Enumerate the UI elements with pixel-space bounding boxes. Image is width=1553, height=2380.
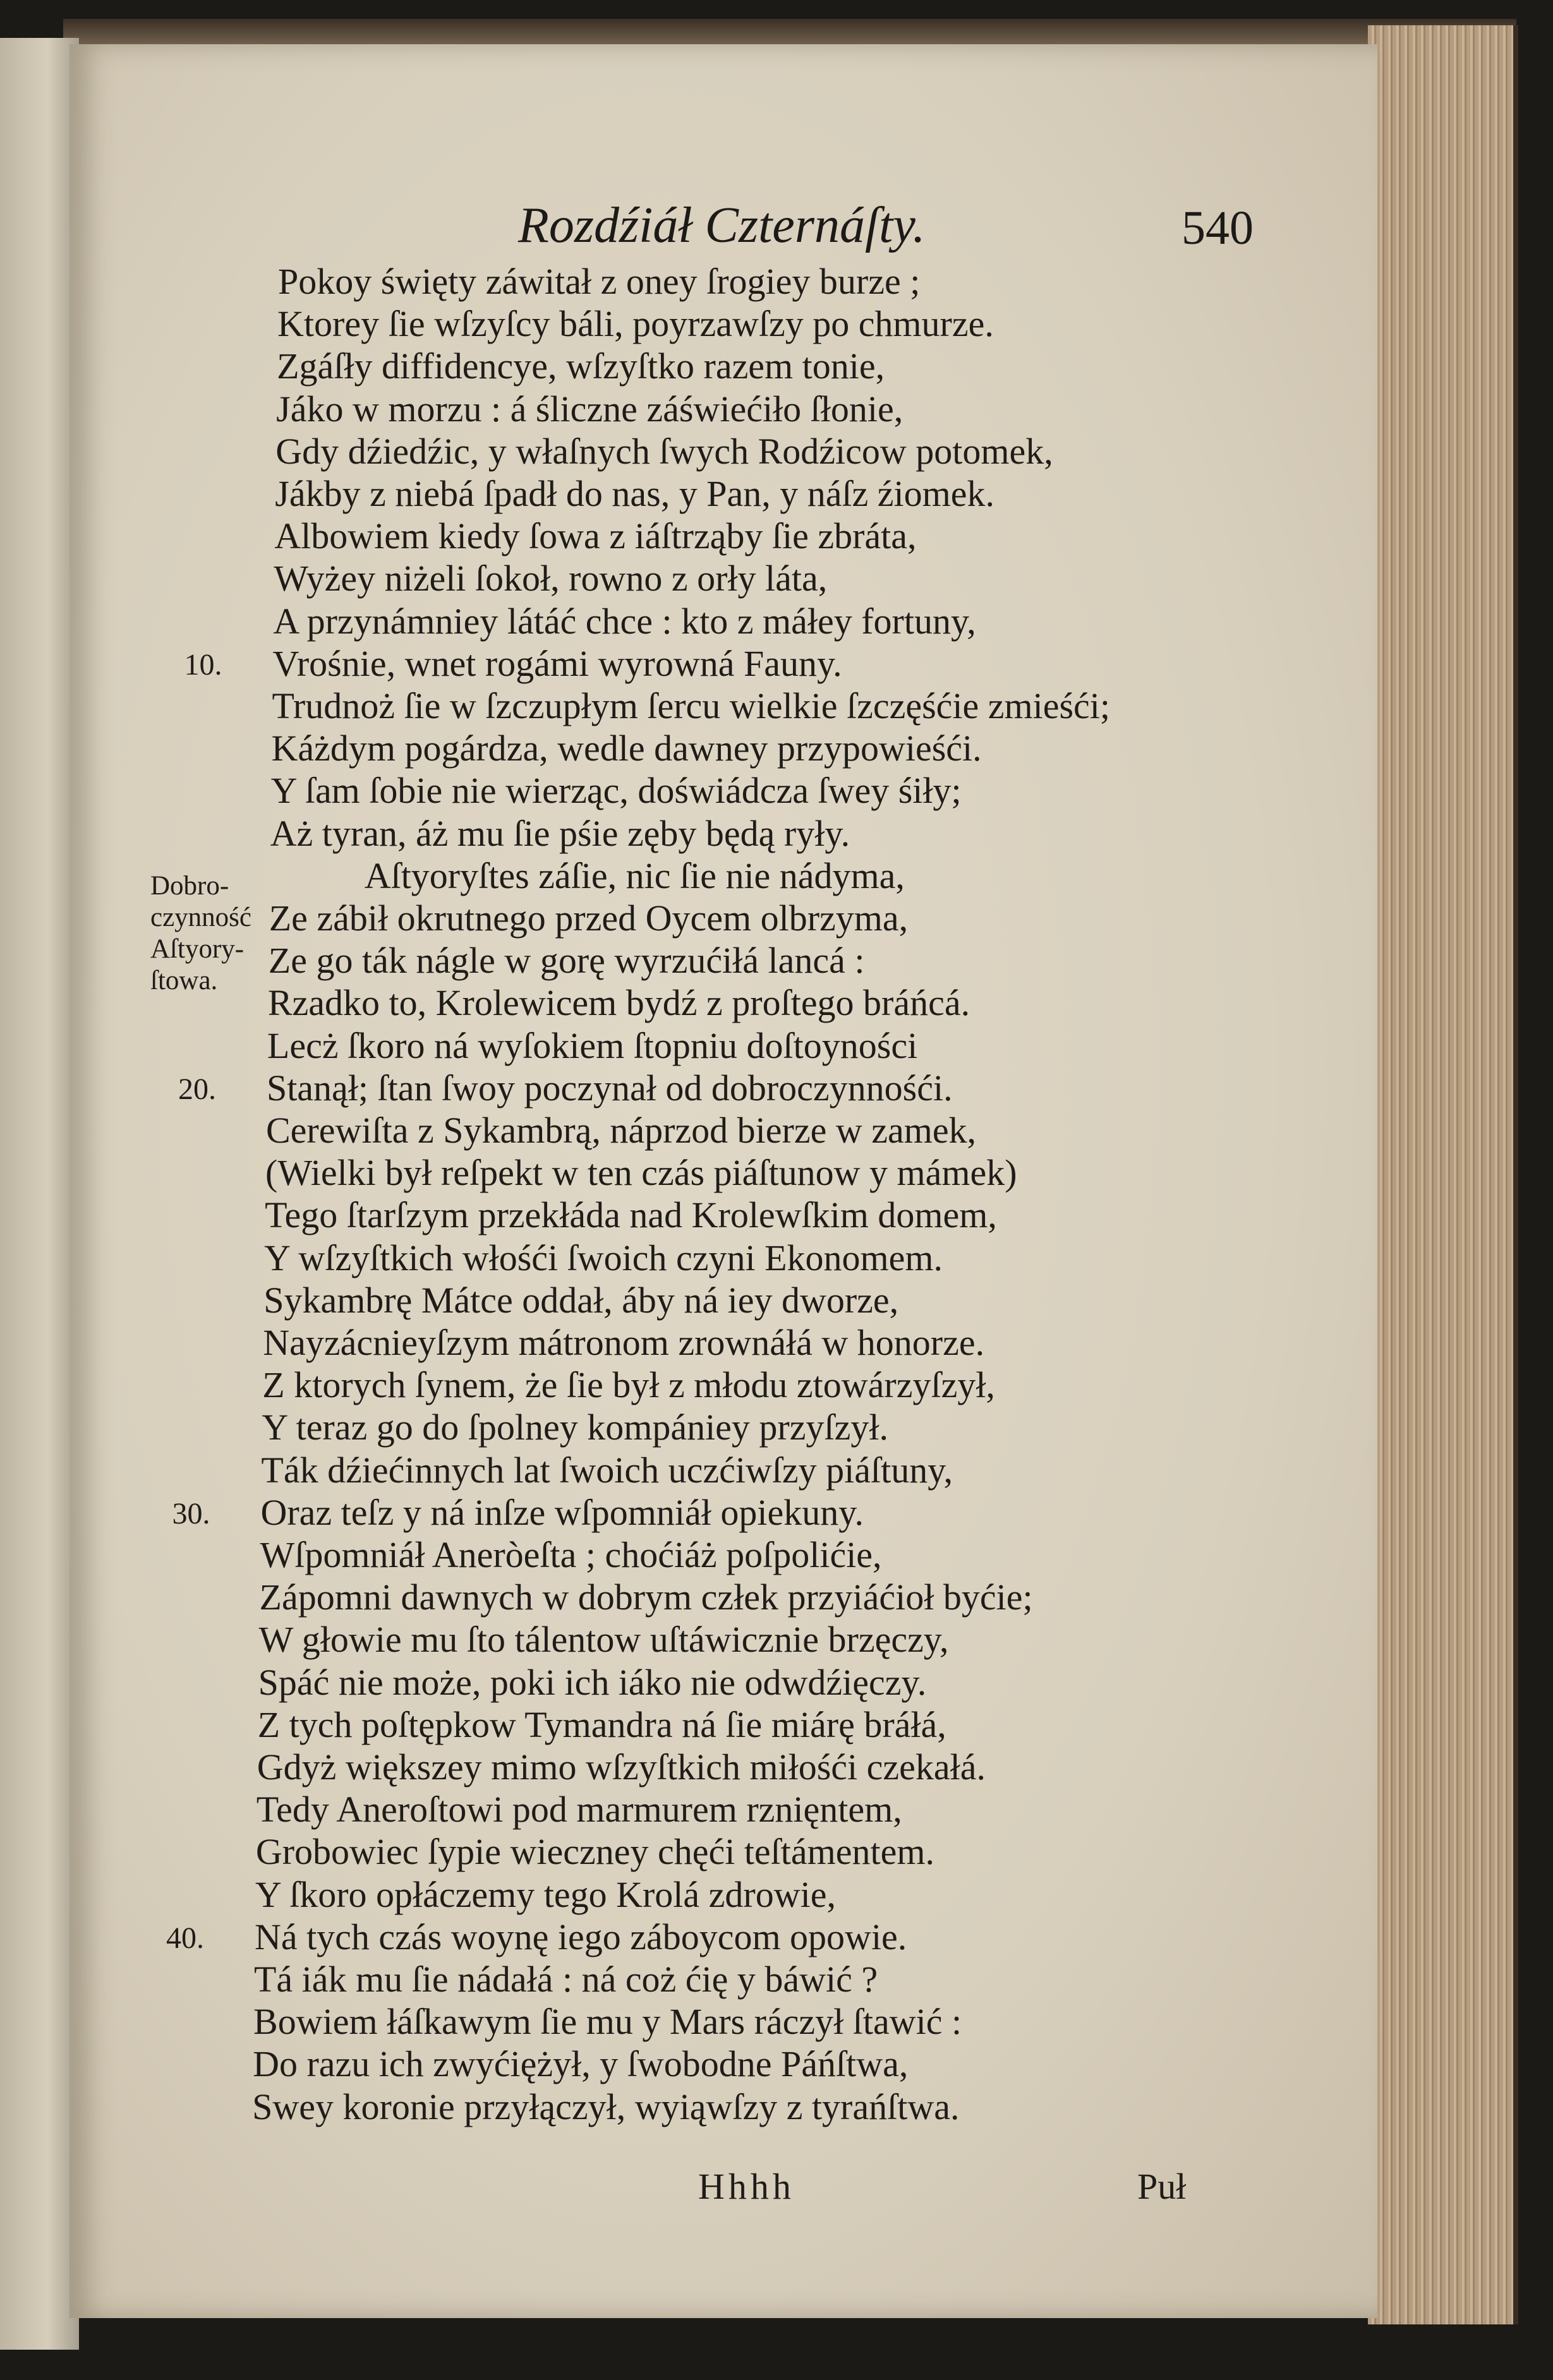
verse-line: Aż tyran, áż mu ſie pśie zęby będą ryły. xyxy=(270,812,850,854)
verse-line: Grobowiec ſypie wieczney chęći teſtámentem. xyxy=(255,1831,934,1873)
verse-line: Vrośnie, wnet rogámi wyrowná Fauny. xyxy=(272,642,842,684)
verse-line: Stanął; ſtan ſwoy poczynał od dobroczynnośći. xyxy=(266,1067,953,1109)
catchword: Puł xyxy=(1137,2166,1187,2207)
verse-line: Gdyż większey mimo wſzyſtkich miłośći czekałá. xyxy=(257,1746,986,1788)
verse-line: Gdy dźiedźic, y właſnych ſwych Rodźicow potomek, xyxy=(275,430,1053,472)
page-number: 540 xyxy=(1181,201,1254,255)
verse-line: Y teraz go do ſpolney kompániey przyſzył. xyxy=(262,1407,888,1448)
verse-line: Rzadko to, Krolewicem bydź z proſtego bráńcá. xyxy=(267,982,970,1024)
verse-line: Tá iák mu ſie nádałá : ná coż ćię y báwić ? xyxy=(254,1959,878,2000)
verse-line: Swey koronie przyłączył, wyiąwſzy z tyrańſtwa. xyxy=(252,2086,960,2127)
running-head: Rozdźiáł Czternáſty. xyxy=(518,198,926,253)
verse-line: Káżdym pogárdza, wedle dawney przypowieśći. xyxy=(271,728,982,769)
verse-line: Cerewiſta z Sykambrą, náprzod bierze w zamek, xyxy=(266,1110,977,1151)
line-number: 40. xyxy=(166,1921,204,1955)
line-number: 10. xyxy=(184,647,222,682)
verse-line: Ná tych czás woynę iego záboycom opowie. xyxy=(254,1916,907,1957)
verse-line: Wſpomniáł Aneròeſta ; choćiáż poſpolićie, xyxy=(260,1534,882,1575)
verse-line: Lecż ſkoro ná wyſokiem ſtopniu doſtoyności xyxy=(267,1025,918,1066)
verse-line: Spáć nie może, poki ich iáko nie odwdźięczy. xyxy=(258,1661,927,1703)
verse-line: Tedy Aneroſtowi pod marmurem rznięntem, xyxy=(256,1789,902,1830)
line-number: 20. xyxy=(178,1072,216,1106)
verse-line: Aſtyoryſtes záſie, nic ſie nie nádyma, xyxy=(364,855,905,896)
marginal-note xyxy=(150,870,251,997)
marginal-note-line: czynność xyxy=(150,903,251,932)
verse-line: Pokoy święty záwitał z oney ſrogiey burze ; xyxy=(278,261,921,302)
verse-line: Do razu ich zwyćiężył, y ſwobodne Páńſtwa, xyxy=(253,2043,909,2085)
verse-line: Y wſzyſtkich włośći ſwoich czyni Ekonomem. xyxy=(264,1237,943,1278)
verse-line: W głowie mu ſto tálentow uſtáwicznie brzęczy, xyxy=(258,1619,949,1661)
verse-line: Ze zábił okrutnego przed Oycem olbrzyma, xyxy=(269,898,909,939)
verse-line: Y ſam ſobie nie wierząc, doświádcza ſwey śiły; xyxy=(270,770,962,812)
facing-page-edge xyxy=(0,38,79,2350)
verse-line: Oraz teſz y ná inſze wſpomniáł opiekuny. xyxy=(260,1491,864,1533)
verse-line: Albowiem kiedy ſowa z iáſtrząby ſie zbráta, xyxy=(274,515,917,557)
verse-line: (Wielki był reſpekt w ten czás piáſtunow y mámek) xyxy=(265,1152,1017,1194)
verse-line: Z tych poſtępkow Tymandra ná ſie miárę bráłá, xyxy=(257,1704,946,1745)
verse-line: Ták dźiećinnych lat ſwoich uczćiwſzy piáſtuny, xyxy=(261,1449,953,1491)
verse-line: Jákby z niebá ſpadł do nas, y Pan, y náſz źiomek. xyxy=(275,473,995,514)
verse-line: Wyżey niżeli ſokoł, rowno z orły láta, xyxy=(274,558,828,599)
verse-line: Sykambrę Mátce oddał, áby ná iey dworze, xyxy=(263,1279,899,1321)
page-block-edges xyxy=(1368,25,1518,2324)
verse-line: Jáko w morzu : á śliczne záświećiło ſłonie, xyxy=(276,388,903,430)
verse-line: Zgáſły diffidencye, wſzyſtko razem tonie, xyxy=(277,346,885,387)
verse-line: Bowiem łáſkawym ſie mu y Mars ráczył ſtawić : xyxy=(253,2001,962,2043)
verse-line: Zápomni dawnych w dobrym człek przyiáćioł byćie; xyxy=(259,1577,1033,1618)
marginal-note-line: Dobro- xyxy=(150,871,229,901)
verse-line: A przynámniey látáć chce : kto z máłey fortuny, xyxy=(273,600,976,642)
verse-line: Nayzácnieyſzym mátronom zrownáłá w honorze. xyxy=(263,1322,985,1363)
verse-line: Z ktorych ſynem, że ſie był z młodu ztowárzyſzył, xyxy=(262,1364,995,1406)
signature-mark: Hhhh xyxy=(698,2166,795,2207)
verse-line: Y ſkoro opłáczemy tego Krolá zdrowie, xyxy=(255,1873,836,1915)
verse-line: Ktorey ſie wſzyſcy báli, poyrzawſzy po chmurze. xyxy=(277,303,994,345)
line-number: 30. xyxy=(172,1496,210,1530)
marginal-note-line: Aſtyory- xyxy=(150,934,245,964)
verse-line: Ze go ták nágle w gorę wyrzućiłá lancá : xyxy=(268,940,865,982)
verse-line: Tego ſtarſzym przekłáda nad Krolewſkim domem, xyxy=(265,1194,997,1236)
marginal-note-line: ſtowa. xyxy=(150,966,218,995)
verse-line: Trudnoż ſie w ſzczupłym ſercu wielkie ſzczęśćie zmieśći; xyxy=(272,685,1111,726)
